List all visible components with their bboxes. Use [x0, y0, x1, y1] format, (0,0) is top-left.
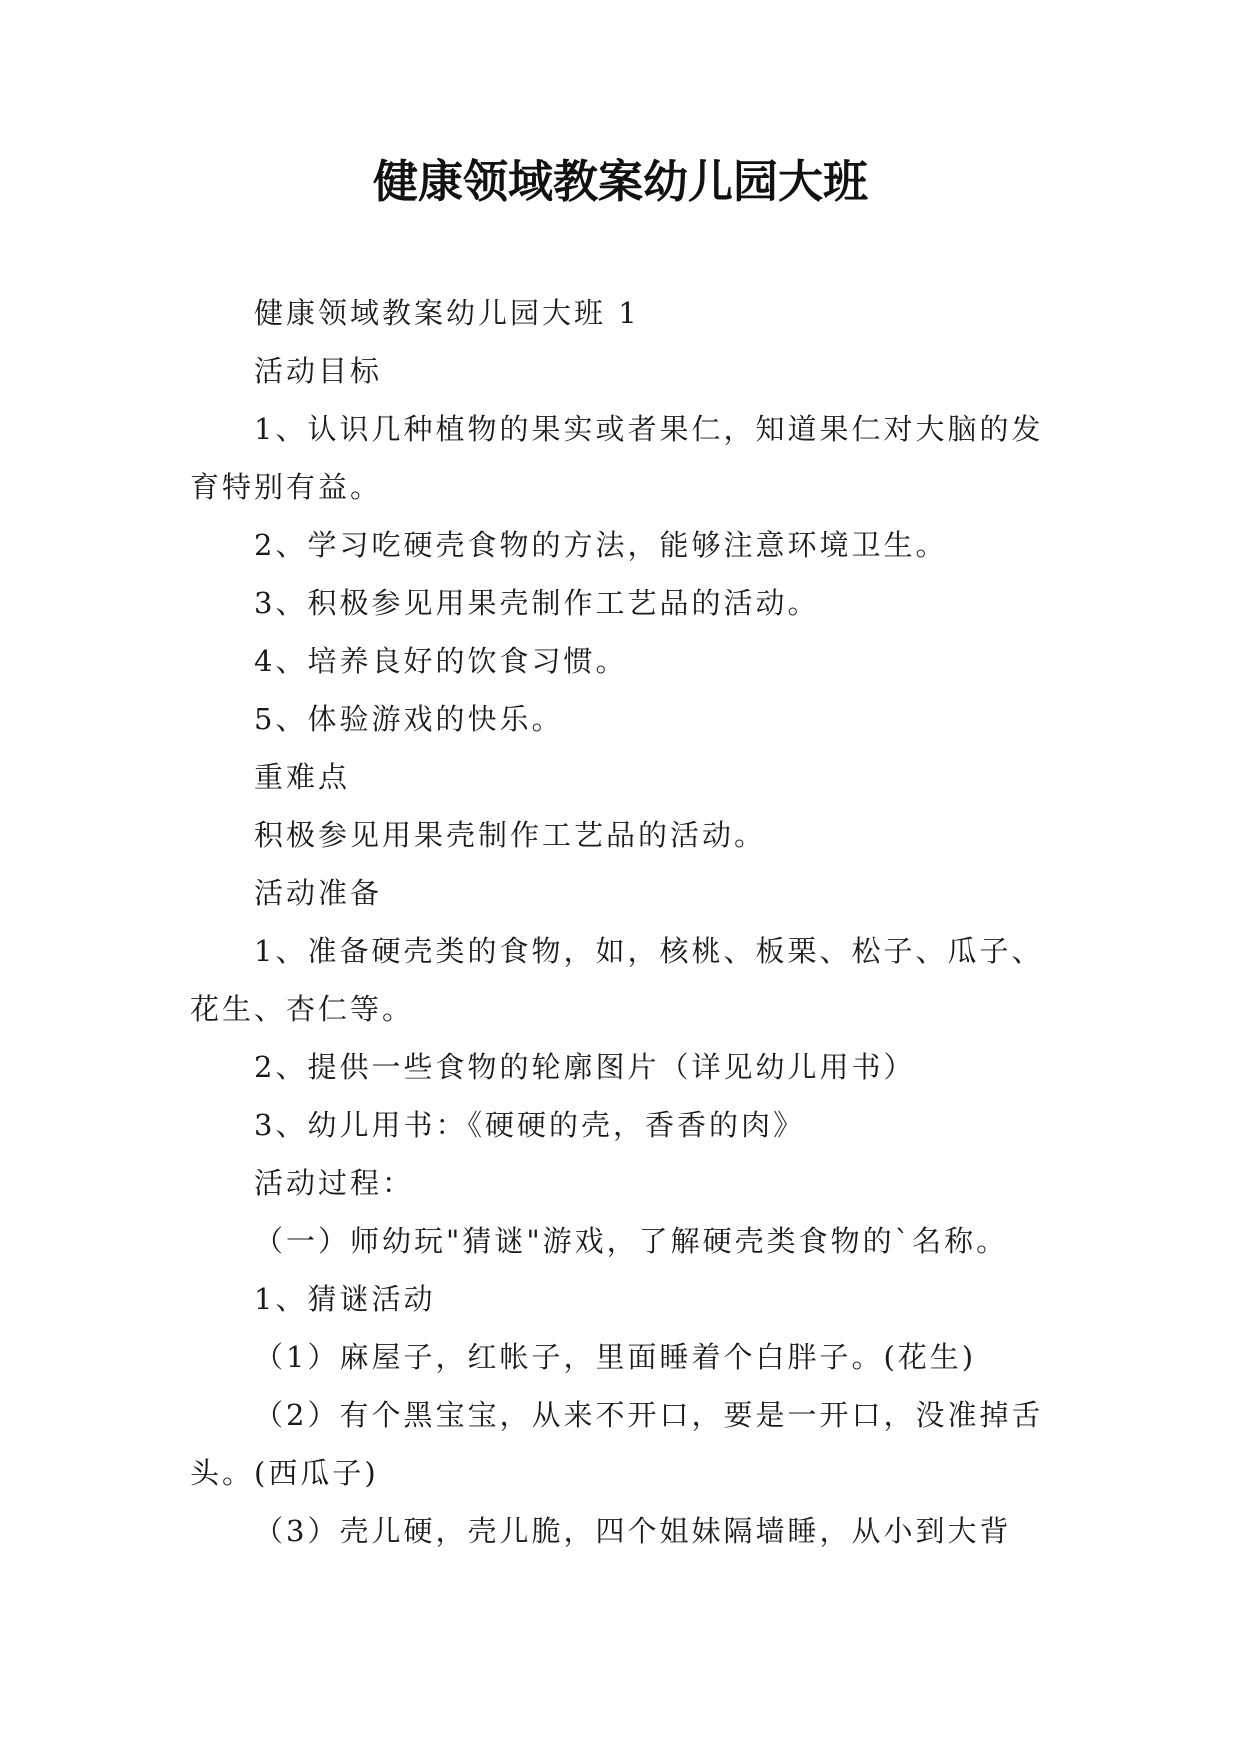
paragraph-key-points-heading: 重难点 — [254, 760, 351, 794]
paragraph-section-heading: 健康领域教案幼儿园大班 1 — [254, 296, 640, 330]
paragraph-riddle-1: （1）麻屋子，红帐子，里面睡着个白胖子。(花生) — [254, 1340, 977, 1374]
paragraph-riddle-activity: 1、猜谜活动 — [254, 1282, 436, 1316]
document-body — [190, 284, 1070, 1560]
paragraph-preparation-1: 1、准备硬壳类的食物，如，核桃、板栗、松子、瓜子、花生、杏仁等。 — [190, 934, 1044, 1026]
paragraph-preparation-2: 2、提供一些食物的轮廓图片（详见幼儿用书） — [254, 1050, 916, 1084]
paragraph-goal-2: 2、学习吃硬壳食物的方法，能够注意环境卫生。 — [254, 528, 948, 562]
paragraph-key-points: 积极参见用果壳制作工艺品的活动。 — [254, 818, 767, 852]
paragraph-preparation-heading: 活动准备 — [254, 876, 383, 910]
paragraph-goals-heading: 活动目标 — [254, 354, 383, 388]
paragraph-goal-4: 4、培养良好的饮食习惯。 — [254, 644, 628, 678]
paragraph-riddle-2: （2）有个黑宝宝，从来不开口，要是一开口，没准掉舌头。(西瓜子) — [190, 1398, 1044, 1490]
paragraph-goal-3: 3、积极参见用果壳制作工艺品的活动。 — [254, 586, 820, 620]
document-title: 健康领域教案幼儿园大班 — [372, 155, 868, 208]
paragraph-process-step-1: （一）师幼玩"猜谜"游戏，了解硬壳类食物的`名称。 — [254, 1224, 1009, 1258]
paragraph-process-heading: 活动过程： — [254, 1166, 415, 1200]
paragraph-goal-1: 1、认识几种植物的果实或者果仁，知道果仁对大脑的发育特别有益。 — [190, 412, 1044, 504]
paragraph-riddle-3: （3）壳儿硬，壳儿脆，四个姐妹隔墙睡，从小到大背 — [254, 1514, 1012, 1548]
paragraph-goal-5: 5、体验游戏的快乐。 — [254, 702, 564, 736]
paragraph-preparation-3: 3、幼儿用书：《硬硬的壳，香香的肉》 — [254, 1108, 805, 1142]
